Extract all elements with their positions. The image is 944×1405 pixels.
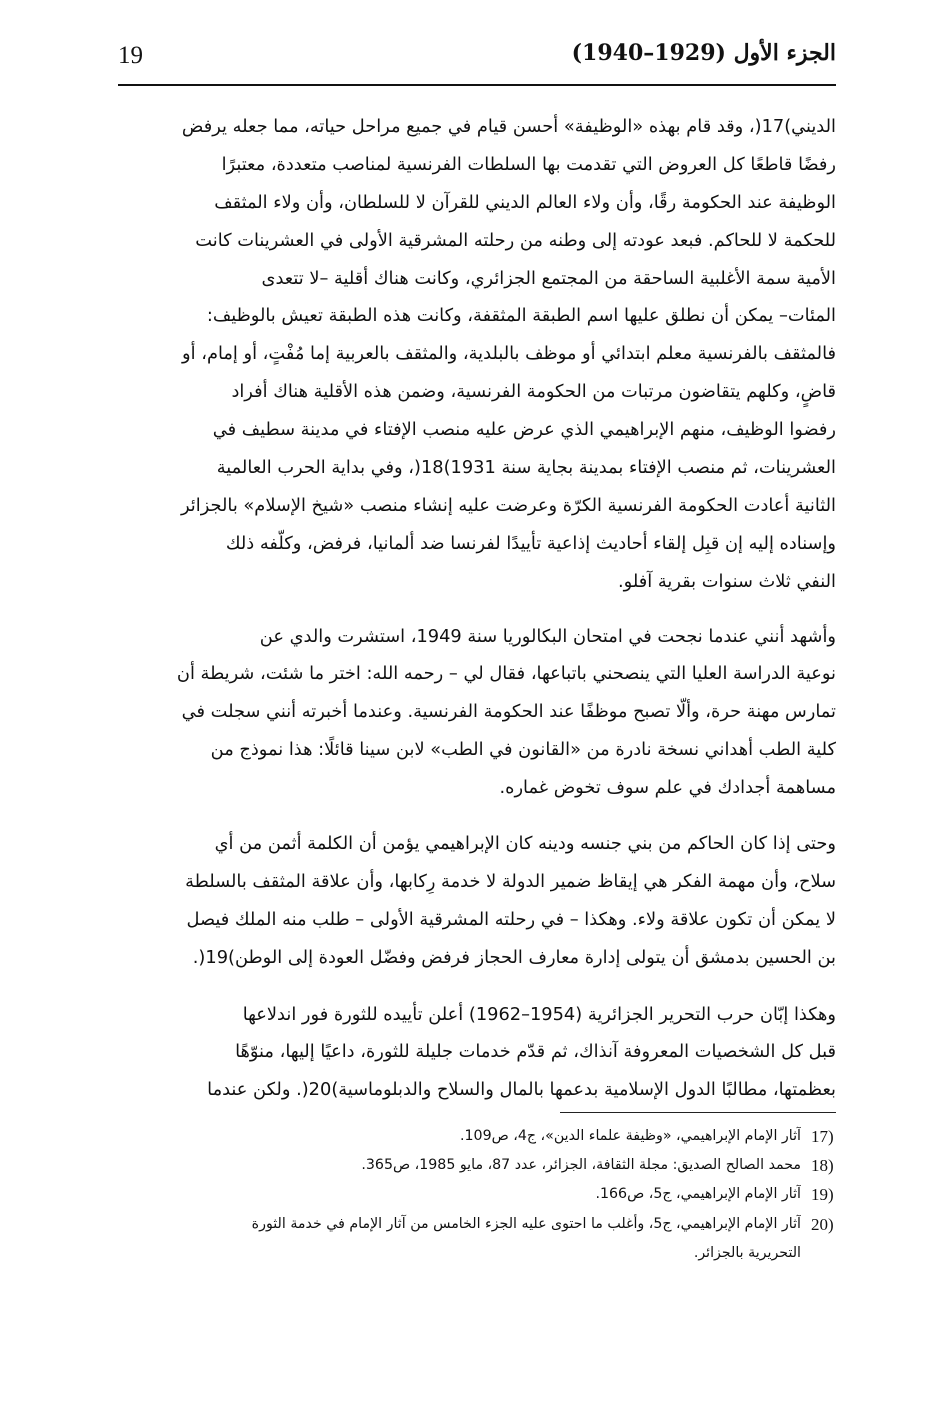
footnote-number: 19)	[811, 1185, 834, 1205]
text-line: وإسناده إليه إن قبِل إلقاء أحاديث إذاعية تأييدًا لفرنسا ضد ألمانيا، فرفض، وكلّفه ذلك	[225, 532, 836, 554]
footnote-number: 20)	[811, 1214, 834, 1234]
text-line: بن الحسين بدمشق أن يتولى إدارة معارف الحجاز فرفض وفضّل العودة إلى الوطن)19(.	[192, 946, 836, 968]
footnote-text: آثار الإمام الإبراهيمي، ج5، وأغلب ما احتوى عليه الجزء الخامس من آثار الإمام في خدمة الثورة	[251, 1215, 801, 1232]
text-line: فالمثقف بالفرنسية معلم ابتدائي أو موظف بالبلدية، والمثقف بالعربية إما مُفْتٍ، أو إمام، أو	[182, 343, 836, 365]
header-divider	[118, 84, 836, 86]
text-line: نوعية الدراسة العليا التي ينصحني باتباعها، فقال لي – رحمه الله: اختر ما شئت، شريطة أن	[176, 663, 836, 685]
text-line: رفضوا الوظيف، منهم الإبراهيمي الذي عرض عليه منصب الإفتاء في مدينة سطيف في	[212, 419, 836, 441]
text-line: بعظمتها، مطالبًا الدول الإسلامية بدعمها بالمال والسلاح والدبلوماسية)20(. ولكن عندما	[207, 1079, 836, 1101]
main-text	[118, 108, 836, 1109]
text-line: قبل كل الشخصيات المعروفة آنذاك، ثم قدّم خدمات جليلة للثورة، داعيًا إليها، منوّهًا	[235, 1041, 836, 1063]
text-line: الأمية سمة الأغلبية الساحقة من المجتمع الجزائري، وكانت هناك أقلية –لا تتعدى	[261, 267, 836, 289]
footnote	[110, 1180, 845, 1209]
text-line: كلية الطب أهداني نسخة نادرة من «القانون في الطب» لابن سينا قائلًا: هذا نموذج من	[210, 739, 836, 761]
footnote-text: آثار الإمام الإبراهيمي، ج5، ص166.	[595, 1186, 801, 1203]
footnote-text: محمد الصالح الصديق: مجلة الثقافة، الجزائر، عدد 87، مايو 1985، ص365.	[361, 1157, 801, 1174]
footnote	[110, 1151, 845, 1180]
text-line: النفي ثلاث سنوات بقرية آفلو.	[618, 570, 836, 592]
footnote-number: 17)	[811, 1127, 834, 1146]
footnote-text: آثار الإمام الإبراهيمي، «وظيفة علماء الدين»، ج4، ص109.	[460, 1128, 801, 1144]
footnote	[110, 1210, 845, 1268]
text-line: وحتى إذا كان الحاكم من بني جنسه ودينه كان الإبراهيمي يؤمن أن الكلمة أثمن من أي	[214, 833, 836, 855]
text-line: وأشهد أنني عندما نجحت في امتحان البكالوريا سنة 1949، استشرت والدي عن	[259, 625, 836, 647]
text-line: لا يمكن أن تكون علاقة ولاء. وهكذا – في رحلته المشرقية الأولى – طلب منه الملك فيصل	[186, 908, 836, 930]
text-line: مساهمة أجدادك في علم سوف تخوض غماره.	[499, 777, 836, 799]
text-line: المئات– يمكن أن نطلق عليها اسم الطبقة المثقفة، وكانت هذه الطبقة تعيش بالوظيف:	[206, 305, 836, 327]
footnote-number: 18)	[811, 1156, 834, 1176]
text-line: قاضٍ، وكلهم يتقاضون مرتبات من الحكومة الفرنسية، وضمن هذه الأقلية هناك أفراد	[231, 381, 836, 403]
text-line: سلاح، وأن مهمة الفكر هي إيقاظ ضمير الدولة لا خدمة رِكابها، وأن علاقة المثقف بالسلطة	[185, 870, 836, 892]
text-line: الثانية أعادت الحكومة الفرنسية الكرّة وعرضت عليه إنشاء منصب «شيخ الإسلام» بالجزائر	[181, 494, 836, 516]
footnote-text: التحريرية بالجزائر.	[693, 1244, 801, 1261]
page-header	[118, 38, 836, 78]
page-number: 19	[118, 42, 143, 69]
text-line: رفضًا قاطعًا كل العروض التي تقدمت بها السلطات الفرنسية لمناصب متعددة، معتبرًا	[221, 153, 836, 175]
text-line: الديني)17(، وقد قام بهذه «الوظيفة» أحسن قيام في جميع مراحل حياته، مما جعله يرفض	[181, 116, 836, 137]
text-line: للحكمة لا للحاكم. فبعد عودته إلى وطنه من رحلته المشرقية الأولى في العشرينات كانت	[195, 229, 836, 251]
paragraph	[118, 108, 836, 601]
text-line: العشرينات، ثم منصب الإفتاء بمدينة بجاية سنة 1931)18(، وفي بداية الحرب العالمية	[216, 457, 836, 479]
paragraph	[118, 996, 836, 1110]
running-title: الجزء الأول (1929–1940)	[571, 40, 836, 66]
text-line: وهكذا إبّان حرب التحرير الجزائرية (1954–1962) أعلن تأييده للثورة فور اندلاعها	[242, 1003, 836, 1025]
text-line: تمارس مهنة حرة، وألّا تصبح موظفًا عند الحكومة الفرنسية. وعندما أخبرته أنني سجلت في	[181, 701, 836, 723]
paragraph	[118, 618, 836, 807]
text-line: الوظيفة عند الحكومة رقًا، وأن ولاء العالم الديني للقرآن لا للسلطان، وأن ولاء المثقف	[214, 191, 836, 213]
footnotes	[110, 1122, 845, 1268]
footnote-divider	[560, 1112, 836, 1113]
footnote	[110, 1122, 845, 1151]
paragraph	[118, 825, 836, 977]
